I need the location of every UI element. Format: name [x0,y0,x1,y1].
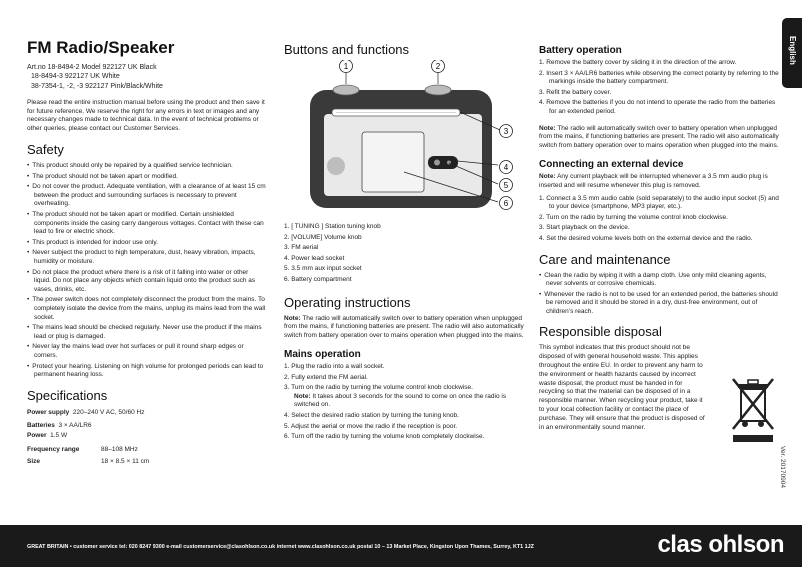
external-step: 2. Turn on the radio by turning the volume control knob clockwise. [539,213,728,221]
power-socket [434,160,440,166]
callout-4 [500,161,513,174]
column-left [27,0,267,467]
disposal-text: This symbol indicates that this product should not be disposed of with general household waste. This applies throughout the entire EU. In order to prevent any harm to the environment or health hazards caused by incorrect waste disposal, the product must be handed in for recycling so that the material can be disposed of in a responsible manner. When recycling your product, take it to your local collection facility or contact the place of purchase. They will ensure that the product is disposed of in an environmentally sound manner. [539,344,705,431]
spec-power-supply: Power supply 220–240 V AC, 50/60 Hz [27,408,145,416]
callout-5 [500,179,513,192]
button-item: 5. 3.5 mm aux input socket [284,265,362,273]
external-heading: Connecting an external device [539,158,684,170]
safety-list [27,162,267,380]
button-item: 4. Power lead socket [284,254,345,262]
spec-freq-label: Frequency range [27,445,80,453]
art-number-line: 38-7354-1, -2, -3 922127 Pink/Black/White [31,82,163,90]
buttons-list [284,223,524,285]
operating-heading: Operating instructions [284,294,411,310]
footer [0,525,802,567]
button-item: 2. [VOLUME] Volume knob [284,233,362,241]
spec-size-value: 18 × 8.5 × 11 cm [101,457,150,465]
intro-text: Please read the entire instruction manual before using the product and then save it for future reference. We reserve the right for any errors in text or images and any necessary changes made to technical data. In the event of technical problems or other queries, please contact our Customer Services. [27,98,265,133]
external-steps [539,195,779,244]
specs-heading: Specifications [27,387,108,403]
svg-text:6: 6 [503,199,509,208]
column-middle [284,0,524,450]
volume-knob [425,85,451,95]
weee-bin-icon [729,375,777,445]
mains-step3-note: Note: It takes about 3 seconds for the sound to come on once the radio is switched on. [294,392,507,409]
battery-step: 4. Remove the batteries if you do not intend to operate the radio from the batteries for an extended period. [539,99,776,115]
callout-2 [432,60,445,73]
battery-step: 1. Remove the battery cover by sliding it in the direction of the arrow. [539,59,737,66]
safety-item: • This product should only be repaired by a qualified service technician. [27,162,267,171]
spec-size-label: Size [27,457,41,465]
svg-text:1: 1 [343,62,349,71]
language-tab [782,18,802,88]
mains-steps [284,363,524,442]
battery-note: Note: The radio will automatically switch over to battery operation when unplugged from the mains, if functioning batteries are present. The radio will also automatically switch from battery operation over to mains operation when plugged into the mains. [539,124,779,150]
safety-item: • Do not cover the product. Adequate ventilation, with a clearance of at least 15 cm between the product and surrounding surfaces is necessary to prevent overheating. [27,183,267,209]
safety-item: • Do not place the product where there is a risk of it falling into water or other liquid. Do not place any objects which contain liquid onto the product such as vases, drinks, etc. [27,269,267,295]
version-label: Ver. 20170904 [779,446,786,488]
button-item: 3. FM aerial [284,244,319,252]
operating-note: Note: The radio will automatically switch over to battery operation when unplugged from the mains, if functioning batteries are present. The radio will also automatically switch from battery operation over to mains operation when plugged into the mains. [284,314,524,340]
care-item: • Whenever the radio is not to be used for an extended period, the batteries should be removed and it should be stored in a dry, dust-free environment, out of children’s reach. [539,291,779,317]
callout-6 [500,197,513,210]
battery-compartment [362,132,424,192]
mains-step: 2. Fully extend the FM aerial. [284,373,368,381]
battery-heading: Battery operation [539,45,622,56]
care-item: • Clean the radio by wiping it with a damp cloth. Use only mild cleaning agents, never solvents or corrosive chemicals. [539,272,779,289]
care-heading: Care and maintenance [539,251,671,267]
footer-contact: GREAT BRITAIN • customer service tel: 020 8247 9300 e-mail customerservice@clasohlson.co.uk internet www.clasohlson.co.uk postal 10 – 13 Market Place, Kingston Upon Thames, Surrey, KT1 1JZ [27,544,534,550]
buttons-heading: Buttons and functions [284,42,410,57]
safety-item: • This product is intended for indoor use only. [27,239,267,248]
art-number-line: 18-8494-3 922127 UK White [31,73,120,81]
safety-heading: Safety [27,142,64,158]
safety-item: • The mains lead should be checked regularly. Never use the product if the mains lead or plug is damaged. [27,324,267,341]
page-title: FM Radio/Speaker [27,38,175,57]
mains-heading: Mains operation [284,348,361,360]
svg-text:2: 2 [435,62,441,71]
mains-step: 4. Select the desired radio station by turning the tuning knob. [284,411,459,419]
mains-step: 6. Turn off the radio by turning the volume knob completely clockwise. [284,433,485,441]
socket-panel [428,156,458,169]
safety-item: • Protect your hearing. Listening on high volume for prolonged periods can lead to permanent hearing loss. [27,363,267,380]
disposal-heading: Responsible disposal [539,324,662,340]
safety-item: • The power switch does not completely disconnect the product from the mains. To completely isolate the device from the mains, unplug its mains lead from the wall socket. [27,296,267,322]
svg-text:5: 5 [503,181,509,190]
svg-text:3: 3 [503,127,509,136]
battery-steps [539,59,779,117]
art-number-line: Art.no 18-8494-2 Model 922127 UK Black [27,64,157,71]
spec-power: Power 1.5 W [27,431,68,439]
tuning-knob [333,85,359,95]
care-list [539,272,779,317]
button-item: 6. Battery compartment [284,275,352,283]
language-label: English [788,36,797,65]
battery-step: 3. Refit the battery cover. [539,88,612,96]
mains-step: 5. Adjust the aerial or move the radio if the reception is poor. [284,422,458,430]
safety-item: • The product should not be taken apart or modified. Certain unshielded components inside the casing carry dangerous voltages. Contact with these can lead to fire or electric shock. [27,211,267,237]
callout-1 [340,60,353,73]
spec-grid [27,445,267,467]
art-numbers [27,63,267,91]
svg-text:4: 4 [503,163,509,172]
spec-freq-value: 88–108 MHz [101,445,138,453]
speaker-grille [327,157,345,175]
safety-item: • Never subject the product to high temperature, dust, heavy vibration, impacts, humidity or moisture. [27,249,267,266]
radio-diagram [284,60,524,215]
external-step: 1. Connect a 3.5 mm audio cable (sold separately) to the audio input socket (5) and to your device (smartphone, MP3 player, etc.). [539,194,779,211]
external-step: 4. Set the desired volume levels both on the external device and the radio. [539,234,753,242]
external-step: 3. Start playback on the device. [539,224,630,232]
spec-batteries: Batteries 3 × AA/LR6 [27,421,92,429]
brand-logo: clas ohlson [657,531,784,558]
safety-item: • The product should not be taken apart or modified. [27,173,267,182]
battery-step: 2. Insert 3 × AA/LR6 batteries while observing the correct polarity by referring to the markings inside the battery compartment. [539,69,779,86]
callout-3 [500,125,513,138]
external-note: Note: Any current playback will be interrupted whenever a 3.5 mm audio plug is inserted and will resume whenever this plug is removed. [539,172,768,189]
button-item: 1. [ TUNING ] Station tuning knob [284,223,381,230]
mains-step: 1. Plug the radio into a wall socket. [284,362,385,370]
mains-step: 3. Turn on the radio by turning the volume control knob clockwise. Note: It takes about 3 seconds for the sound to come on once the radio is switched on. [284,384,524,410]
safety-item: • Never lay the mains lead over hot surfaces or pull it round sharp edges or corners. [27,343,267,360]
